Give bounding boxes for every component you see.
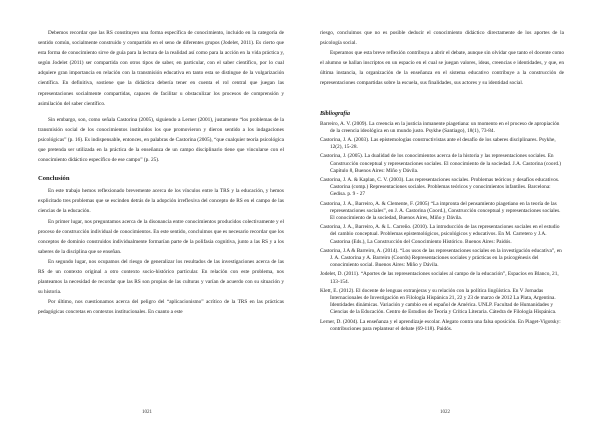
bibliography-entry: Castorina, J. A., Barreiro, A. & Clemente, F. (2005) “La impronta del pensamiento piagetiano en la teoría de las representaciones sociales”, en J. A. Castorina (Coord.), Construcción conceptual y representaciones sociales. El conocimiento de la sociedad, Buenos Aires, Miño y Dávila. xyxy=(320,200,561,221)
body-paragraph: Sin embargo, son, como señala Castorina (2005), siguiendo a Lerner (2001), justamente “los problemas de la transmisión social de los conocimientos instituidos los que promovieron y dieron sentido a los indagaciones psicológicas” (p. 16). Es indispensable, entonces, en palabras de Castorina (2005), “que cualquier teoría psicológica que pretenda ser utilizada en la práctica de la enseñanza de un campo disciplinario tiene que vincularse con el conocimiento didáctico específico de ese campo” (p. 25). xyxy=(38,116,284,164)
bibliography-entry: Castorina, J. A. & Kaplan, C. V. (2003). Las representaciones sociales. Problemas teóricos y desafíos educativos. Castorina (comp.) Representaciones sociales. Problemas teóricos y conocimientos infantiles. Barcelona: Gedisa. p. 9 - 27 xyxy=(320,176,560,198)
body-paragraph: Esperamos que esta breve reflexión contribuya a abrir el debate, aunque sin olvidar que tanto el docente como el alumno se hallan inscriptos en un espacio en el cual se juegan valores, ideas, creencias e identidades, y que, en última instancia, la organización de la enseñanza en el sistema educativo contribuye a la construcción de representaciones compartidas sobre la escuela, sus finalidades, sus actores y su identidad social. xyxy=(320,50,564,87)
conclusion-paragraph: En primer lugar, nos preguntamos acerca de la disonancia entre conocimientos producidos colectivamente y el proceso de construcción individual de conocimientos. En este sentido, concluimos que es necesario recordar que los conceptos de dominio construidos individualmente formarían parte de la polifasia cognitiva, junto a las RS y a los saberes de la disciplina que se enseñan. xyxy=(38,218,284,255)
conclusion-paragraph: Por último, nos cuestionamos acerca del peligro del “aplicacionismo” acrítico de la TRS en las prácticas pedagógicas concretas en contextos institucionales. En cuanto a este xyxy=(38,299,284,316)
bibliography-entry: Barreiro, A. V. (2009). La creencia en la justicia inmanente piagetiana: un momento en el proceso de apropiación de la creencia ideológica en un mundo justo. Psykhe (Santiago), 18(1), 73-84. xyxy=(320,120,560,134)
bibliography-entry: Castorina, J. A., Barreiro, A. & L. Carreño. (2010). La introducción de las representaciones sociales en el estudio del cambio conceptual. Problemas epistemológicos, psicológicos y educativos. En M. Carretero y J.A. Castorina (Eds.), La Construcción del Conocimiento Histórico. Buenos Aires: Paidós. xyxy=(320,224,560,245)
bibliography-entry: Jodelet, D. (2011). “Aportes de las representaciones sociales al campo de la educación”, Espacios en Blanco, 21, 133-154. xyxy=(320,271,559,285)
bibliography-list xyxy=(320,121,564,333)
page-number: 1022 xyxy=(440,410,450,415)
bibliography-entry: Lerner, D. (2004). La enseñanza y el aprendizaje escolar. Alegato contra una falsa oposición. En Piaget-Vigotsky: contribuciones para replantear el debate (69-118). Paidós. xyxy=(320,318,561,332)
conclusion-paragraph: En este trabajo hemos reflexionado brevemente acerca de los vínculos entre la TRS y la educación, y hemos explicitado tres problemas que se escinden detrás de la adopción irreflexiva del concepto de RS en el campo de las ciencias de la educación. xyxy=(38,188,284,215)
conclusion-paragraph: En segundo lugar, nos ocupamos del riesgo de generalizar los resultados de las investigaciones acerca de las RS de un contexto original a otro contexto socio-histórico particular. En relación con este problema, nos planteamos la necesidad de recordar que las RS son propias de las culturas y varían de acuerdo con su situación y su historia. xyxy=(38,258,284,296)
body-paragraph: Debemos recordar que las RS constituyen una forma específica de conocimiento, incluido en la categoría de sentido común, socialmente construido y compartido en el seno de diferentes grupos (Jodelet, 2011). Es cierto que esta forma de conocimiento sirve de guía para la lectura de la realidad así como para la acción en la vida práctica y, según Jodelet (2011) ser compartida con otros tipos de saber, en particular, con el saber científico, por lo cual adquiere gran importancia en relación con la transmisión educativa en tanto esta se distingue de la vulgarización científica. En definitiva, sostiene que la didáctica debería tener en cuenta el rol central que juegan las representaciones socialmente compartidas, capaces de facilitar u obstaculizar los procesos de comprensión y asimilación del saber científico. xyxy=(38,30,284,107)
page-number: 1021 xyxy=(142,410,152,415)
section-heading-conclusion: Conclusión xyxy=(38,175,70,183)
bibliography-entry: Castorina, J. A. (2003). Las epistemologías constructivistas ante el desafío de los saberes disciplinares. Psykhe, 12(2), 15-28. xyxy=(320,136,556,151)
body-paragraph: riesgo, concluimos que no es posible deducir el conocimiento didáctico directamente de los aportes de la psicología social. xyxy=(320,30,564,47)
bibliography-entry: Klett, E. (2012). El docente de lenguas extranjeras y su relación con la política lingüística. En V Jornadas Internacionales de Investigación en Filología Hispánica 21, 22 y 23 de marzo de 2012 La Plata, Argentina. Identidades dinámicas. Variación y cambio en el español de América. UNLP. Facultad de Humanidades y Ciencias de la Educación. Centro de Estudios de Teoría y Crítica Literaria. Cátedra de Filología Hispánica. xyxy=(320,287,557,316)
right-page xyxy=(300,0,600,424)
bibliography-entry: Castorina, J. (2005). La dualidad de los conocimientos acerca de la historia y las representaciones sociales. En Construcción conceptual y representaciones sociales. El conocimiento de la sociedad. J.A. Castorina (coord.) Capítulo 8, Buenos Aires: Miño y Dávila. xyxy=(320,153,562,174)
section-heading-bibliography: Bibliografía xyxy=(320,110,351,117)
bibliography-entry: Castorina, J.A & Barreiro, A. (2014). “Los usos de las representaciones sociales en la investigación educativa”, en J. A. Castorina y A. Barreiro (Coords) Representaciones sociales y prácticas en la psicogénesis del conocimiento social. Buenos Aires: Miño y Dávila. xyxy=(320,247,562,269)
